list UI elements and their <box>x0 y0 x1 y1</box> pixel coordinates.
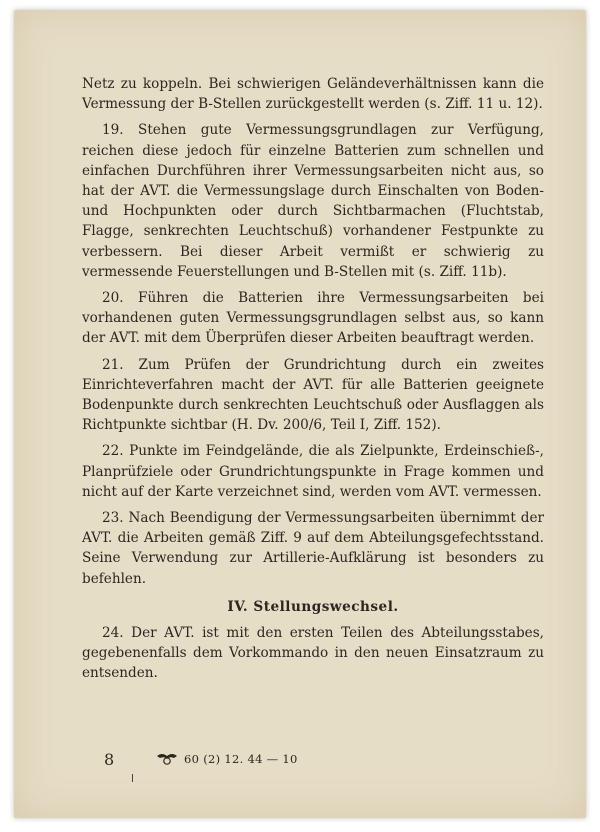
section-heading: IV. Stellungswechsel. <box>227 598 399 615</box>
paragraph-19: 19. Stehen gute Vermessungsgrundlagen zur Verfügung, reichen diese jedoch für einzelne Batterien zum schnellen und einfachen Durchführen ihrer Vermessungsarbeiten nicht aus, so hat der AVT. die Vermessungslage durch Einschalten von Boden- und Hochpunkten oder durch Sichtbarmachen (Fluchtstab, Flagge, senkrechten Leuchtschuß) vorhandener Festpunkte zu verbessern. Bei dieser Arbeit vermißt er schwierig zu vermessende Feuerstellungen und B-Stellen mit (s. Ziff. 11b). <box>82 122 544 280</box>
paragraph-22: 22. Punkte im Feindgelände, die als Zielpunkte, Erdeinschieß-, Planprüfziele oder Grundrichtungspunkte in Frage kommen und nicht auf der Karte verzeichnet sind, werden vom AVT. vermessen. <box>82 443 544 500</box>
document-page <box>14 10 586 818</box>
paragraph-23: 23. Nach Beendigung der Vermessungsarbeiten übernimmt der AVT. die Arbeiten gemäß Ziff. 9 auf dem Abteilungsgefechtsstand. Seine Verwendung zur Artillerie-Aufklärung ist besonders zu befehlen. <box>82 510 544 587</box>
paragraph-24: 24. Der AVT. ist mit den ersten Teilen des Abteilungsstabes, gegebenenfalls dem Vorkommando in den neuen Einsatzraum zu entsenden. <box>82 625 544 682</box>
paragraph-21: 21. Zum Prüfen der Grundrichtung durch ein zweites Einrichteverfahren macht der AVT. für alle Batterien geeignete Bodenpunkte durch senkrechten Leuchtschuß oder Ausflaggen als Richtpunkte sichtbar (H. Dv. 200/6, Teil I, Ziff. 152). <box>82 356 544 434</box>
document-body <box>82 74 544 690</box>
paragraph-20: 20. Führen die Batterien ihre Vermessungsarbeiten bei vorhandenen guten Vermessungsgrundlagen selbst aus, so kann der AVT. mit dem Überprüfen dieser Arbeiten beauftragt werden. <box>82 290 544 347</box>
margin-mark <box>132 774 133 782</box>
print-code: 60 (2) 12. 44 — 10 <box>184 752 298 766</box>
paragraph-continuation: Netz zu koppeln. Bei schwierigen Geländeverhältnissen kann die Vermessung der B-Stellen zurückgestellt werden (s. Ziff. 11 u. 12). <box>82 76 544 113</box>
page-footer <box>104 746 404 786</box>
page-number: 8 <box>104 750 115 769</box>
eagle-imprint-icon <box>156 750 178 766</box>
